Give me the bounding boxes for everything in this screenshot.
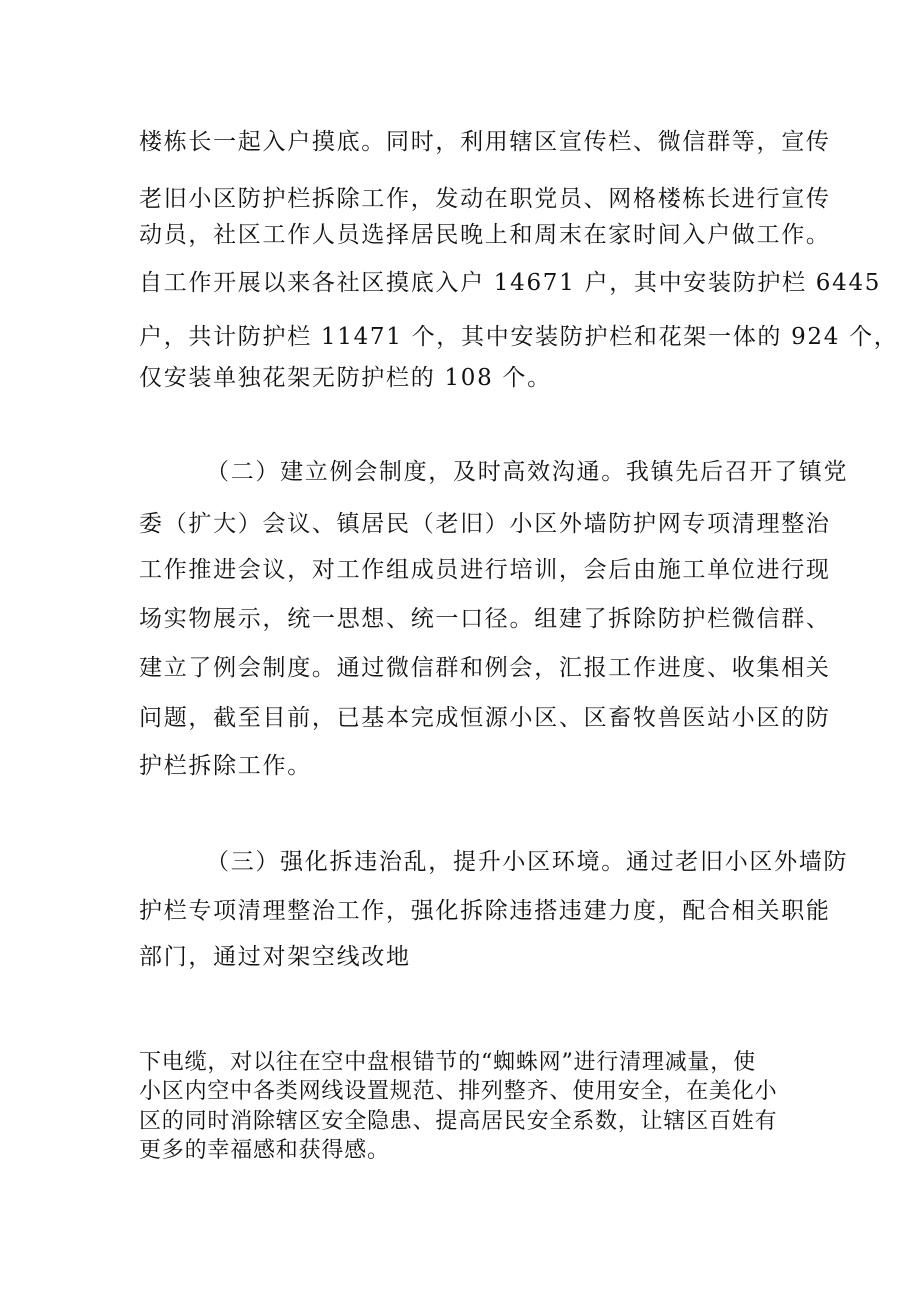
text-line: 建立了例会制度。通过微信群和例会，汇报工作进度、收集相关 — [139, 655, 831, 681]
text-line: 问题，截至目前，已基本完成恒源小区、区畜牧兽医站小区的防 — [139, 705, 831, 731]
text-line: 更多的幸福感和获得感。 — [139, 1138, 390, 1163]
text-line: （二）建立例会制度，及时高效沟通。我镇先后召开了镇党 — [206, 459, 849, 485]
text-line: （三）强化拆违治乱，提升小区环境。通过老旧小区外墙防 — [206, 849, 849, 875]
text-line: 委（扩大）会议、镇居民（老旧）小区外墙防护网专项清理整治 — [139, 511, 831, 537]
text-line: 护栏专项清理整治工作，强化拆除违搭违建力度，配合相关职能 — [139, 898, 831, 924]
text-line: 自工作开展以来各社区摸底入户 14671 户，其中安装防护栏 6445 — [139, 270, 882, 296]
text-line: 小区内空中各类网线设置规范、排列整齐、使用安全，在美化小 — [139, 1079, 778, 1104]
text-line: 下电缆，对以往在空中盘根错节的“蜘蛛网”进行清理减量，使 — [139, 1050, 756, 1075]
text-line: 工作推进会议，对工作组成员进行培训，会后由施工单位进行现 — [139, 557, 831, 583]
text-line: 护栏拆除工作。 — [139, 753, 312, 779]
text-line: 老旧小区防护栏拆除工作，发动在职党员、网格楼栋长进行宣传 — [139, 186, 831, 212]
text-line: 楼栋长一起入户摸底。同时，利用辖区宣传栏、微信群等，宣传 — [139, 129, 831, 155]
text-line: 部门，通过对架空线改地 — [139, 944, 411, 970]
text-line: 动员，社区工作人员选择居民晚上和周末在家时间入户做工作。 — [139, 222, 831, 248]
text-line: 场实物展示，统一思想、统一口径。组建了拆除防护栏微信群、 — [139, 606, 831, 632]
text-line: 户，共计防护栏 11471 个，其中安装防护栏和花架一体的 924 个， — [139, 324, 899, 350]
text-line: 区的同时消除辖区安全隐患、提高居民安全系数，让辖区百姓有 — [139, 1109, 778, 1134]
text-line: 仅安装单独花架无防护栏的 108 个。 — [139, 365, 552, 391]
